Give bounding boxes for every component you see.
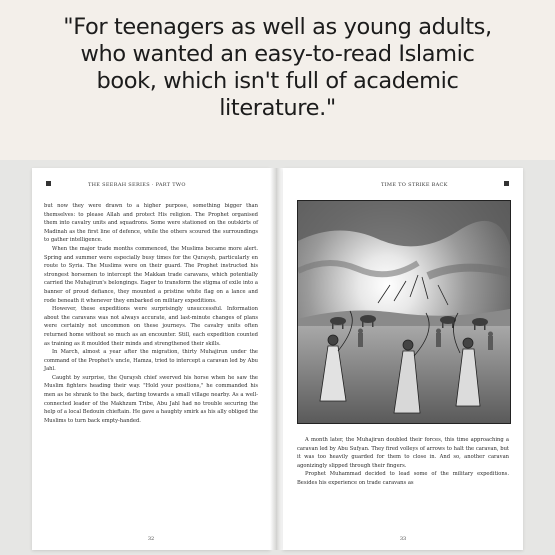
paragraph: A month later, the Muhajirun doubled their forces, this time approaching a caravan led by Abu Sufyan. They fired volleys of arrows to halt the caravan, but it was too heavily guarded for them to close in. And so, another caravan agonizingly slipped through their fingers. (297, 437, 509, 469)
paragraph: Caught by surprise, the Quraysh chief swerved his horse when he saw the Muslim fighters heading their way. "Hold your positions," he commanded his men as he shrank to the back, darting towards a small village nearby. As a well-connected leader of the Makhzum Tribe, Abu Jahl had no trouble securing the help of a local Bedouin chieftain. He gave a haughty smirk as his ally obliged the Muslims to turn back empty-handed. (44, 374, 258, 424)
right-page-body (297, 436, 509, 488)
paragraph: When the major trade months commenced, the Muslims became more alert. Spring and summer were especially busy times for the Quraysh, particularly en route to Syria. The Muslims were on their guard. The Prophet instructed his strongest horsemen to intercept the Makkan trade caravans, which potentially carried the Muhajirun's belongings. Eager to transform the stigma of exile into a banner of proud defiance, they mounted a pristine white flag on a lance and rode beneath it whenever they embarked on military expeditions. (44, 245, 258, 304)
left-page (32, 168, 270, 550)
archers-illustration (297, 200, 511, 424)
quote-line: "For teenagers as well as young adults, (63, 14, 492, 40)
book-gutter (270, 168, 283, 550)
paragraph: Prophet Muhammad decided to lead some of the military expeditions. Besides his experience on trade caravans as (297, 471, 509, 486)
header-marker-icon (504, 181, 509, 186)
quote-line: who wanted an easy-to-read Islamic (80, 41, 475, 67)
paragraph: but now they were drawn to a higher purpose, something bigger than themselves: to please Allah and protect His religion. The Prophet organised them into cavalry units and squadrons. Some were stationed on the outskirts of Madinah as the first line of defence, while the others scoured the surroundings to gather intelligence. (44, 203, 258, 244)
quote-line: book, which isn't full of academic (96, 68, 459, 94)
paragraph: In March, almost a year after the migration, thirty Muhajirun under the command of the Prophet's uncle, Hamza, tried to intercept a caravan led by Abu Jahl. (44, 349, 258, 373)
testimonial-quote (14, 14, 541, 122)
page-number: 32 (147, 536, 155, 542)
page-number: 33 (399, 536, 407, 542)
quote-line: literature." (219, 95, 336, 121)
right-page (283, 168, 523, 550)
paragraph: However, these expeditions were surprisingly unsuccessful. Information about the caravans was not always accurate, and last-minute changes of plans were certainly not uncommon on these journeys. The cavalry units often returned home without so much as an encounter. Still, each expedition counted as training as it moulded their minds and strengthened their skills. (44, 306, 258, 347)
left-page-body (44, 202, 258, 425)
illustration-svg (298, 201, 510, 423)
header-marker-icon (46, 181, 51, 186)
running-header: THE SEERAH SERIES · PART TWO (88, 182, 186, 188)
running-header: TIME TO STRIKE BACK (381, 182, 448, 188)
